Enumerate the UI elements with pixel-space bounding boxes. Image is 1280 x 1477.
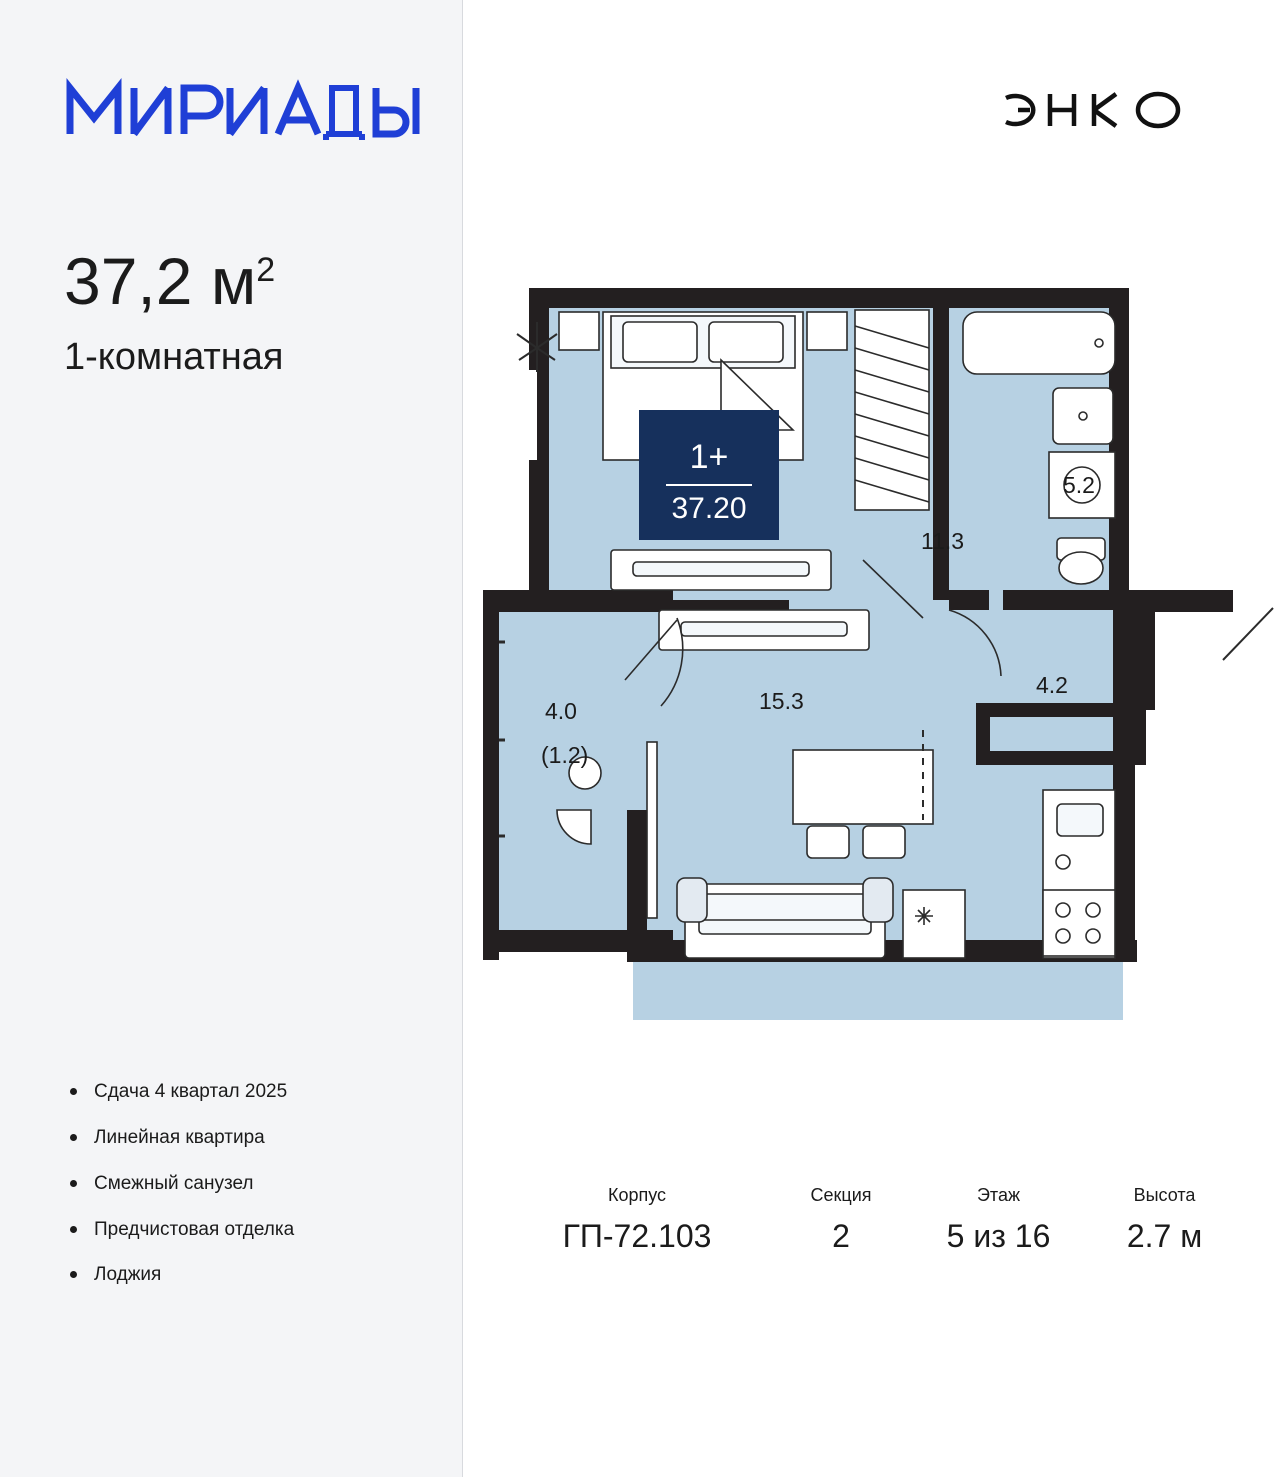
bullet-icon xyxy=(70,1226,77,1233)
list-item xyxy=(64,1126,444,1150)
info-height-label: Высота xyxy=(1133,1185,1196,1205)
info-height xyxy=(1086,1185,1243,1255)
room-label-bathroom: 5.2 xyxy=(1063,472,1095,498)
rooms-label: 1-комнатная xyxy=(64,336,284,378)
plan-panel xyxy=(463,0,1280,1477)
info-floor xyxy=(911,1185,1086,1255)
info-building-value: ГП-72.103 xyxy=(562,1218,712,1254)
bullet-icon xyxy=(70,1134,77,1141)
enko-developer-logo xyxy=(1000,88,1200,132)
myriады-brand-logo xyxy=(64,78,434,140)
feature-text: Сдача 4 квартал 2025 xyxy=(94,1081,288,1103)
room-label-living: 15.3 xyxy=(759,688,804,714)
list-item xyxy=(64,1263,444,1287)
area-value xyxy=(64,244,444,318)
bullet-icon xyxy=(70,1271,77,1278)
room-label-bedroom: 11.3 xyxy=(921,528,965,554)
floorplan xyxy=(463,270,1280,1060)
feature-text: Лоджия xyxy=(94,1264,162,1286)
info-height-value: 2.7 м xyxy=(1126,1218,1203,1254)
area-unit-superscript: 2 xyxy=(256,251,276,289)
room-label-hall: 4.2 xyxy=(1036,672,1068,698)
bullet-icon xyxy=(70,1088,77,1095)
apartment-info-bar xyxy=(503,1185,1243,1255)
info-section-label: Секция xyxy=(810,1185,872,1205)
info-floor-label: Этаж xyxy=(976,1185,1021,1205)
info-floor-value: 5 из 16 xyxy=(946,1218,1051,1254)
area-unit: м xyxy=(210,244,257,318)
list-item xyxy=(64,1172,444,1196)
feature-text: Предчистовая отделка xyxy=(94,1218,295,1240)
feature-text: Смежный санузел xyxy=(94,1172,254,1194)
info-section xyxy=(771,1185,911,1255)
feature-text: Линейная квартира xyxy=(94,1127,265,1148)
room-label-loggia-coefficient: (1.2) xyxy=(541,742,589,768)
bullet-icon xyxy=(70,1180,77,1187)
badge-room-count: 1+ 37.20 xyxy=(660,440,758,524)
area-summary xyxy=(64,244,444,379)
info-building-label: Корпус xyxy=(607,1185,667,1205)
badge-divider xyxy=(666,484,752,486)
info-sidebar xyxy=(0,0,463,1477)
features-list xyxy=(64,1080,444,1287)
info-section-value: 2 xyxy=(832,1218,850,1254)
area-number: 37,2 xyxy=(64,244,193,318)
room-label-loggia: 4.0 xyxy=(545,698,577,724)
list-item xyxy=(64,1080,444,1104)
list-item xyxy=(64,1218,444,1242)
info-building xyxy=(503,1185,771,1255)
